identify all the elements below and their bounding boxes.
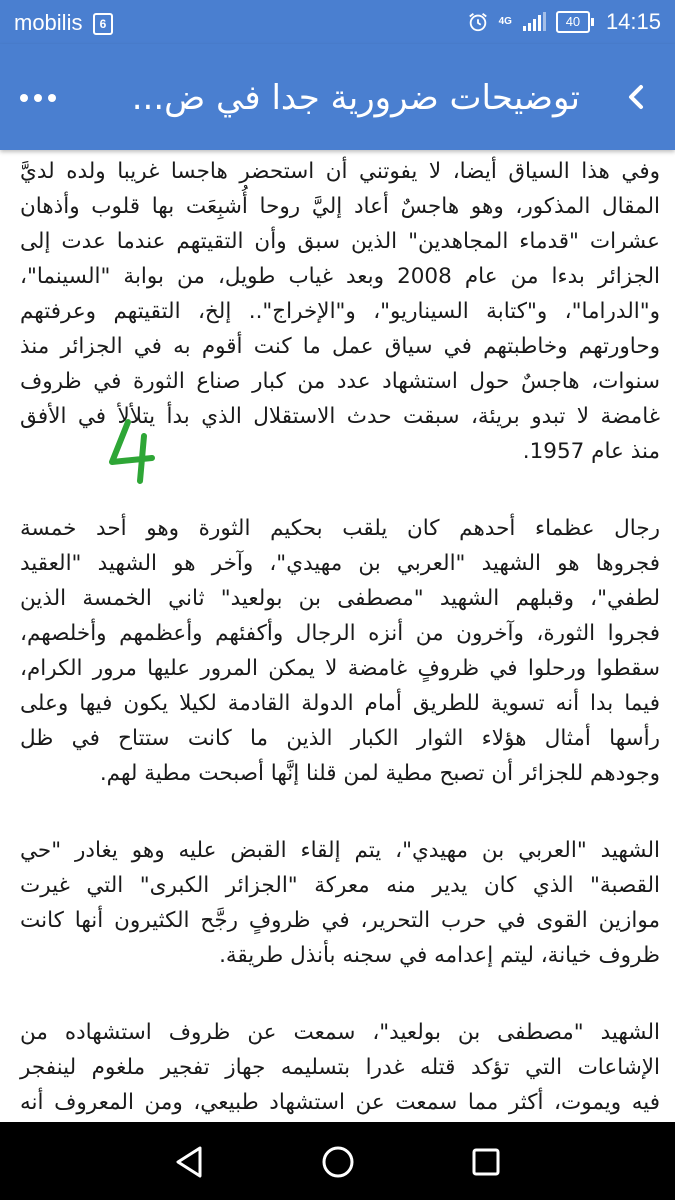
article-line: منذ عام 1957.	[522, 439, 660, 464]
article-body	[20, 150, 660, 1120]
nav-recents-square-icon	[474, 1150, 498, 1174]
status-icons	[467, 9, 661, 35]
carrier-name: mobilis	[14, 10, 83, 35]
chevron-left-icon	[631, 87, 641, 107]
article-line: رجال عظماء أحدهم كان يلقب بحكيم الثورة وهو أحد خمسة	[20, 516, 660, 541]
network-type: 4G	[498, 16, 512, 27]
nav-recents-button[interactable]	[466, 1142, 506, 1182]
more-vert-icon	[20, 94, 28, 102]
back-button[interactable]	[603, 72, 663, 122]
nav-back-triangle-icon	[178, 1148, 200, 1176]
handwritten-number-annotation	[106, 418, 158, 484]
article-line: سنوات، هاجسٌ حول استشهاد عدد من كبار صناع الثورة في ظروف	[20, 369, 660, 394]
status-bar	[0, 0, 675, 44]
article-line: فيما بدا أنه تسوية للطريق أمام الدولة القادمة لكيلا يكون فيها وعلى	[20, 691, 660, 716]
nav-back-button[interactable]	[170, 1142, 210, 1182]
alarm-clock-icon	[467, 11, 489, 33]
article-line: وفي هذا السياق أيضا، لا يفوتني أن استحضر هاجسا غريبا ولده لديَّ	[20, 159, 660, 184]
sim-badge: 6	[93, 13, 113, 35]
article-line: سقطوا ورحلوا في ظروفٍ غامضة لا يمكن المرور عليها مرور الكرام،	[20, 656, 660, 681]
article-line: القصبة" الذي كان يدير منه معركة "الجزائر الكبرى" التي غيرت	[20, 873, 660, 898]
article-line: عشرات "قدماء المجاهدين" الذين سبق وأن التقيتهم عندما عدت إلى	[20, 229, 660, 254]
article-line: وجودهم للجزائر أن تصبح مطية لمن قلنا إنَّها أصبحت مطية لهم.	[99, 761, 660, 786]
article-line: وحاورتهم وخاطبتهم في سياق عمل ما كنت أقوم به في الجزائر منذ	[20, 334, 660, 359]
article-line: الشهيد "مصطفى بن بولعيد"، سمعت عن ظروف استشهاده من	[20, 1020, 660, 1045]
article-line: الشهيد "العربي بن مهيدي"، يتم إلقاء القبض عليه وهو يغادر "حي	[20, 838, 660, 863]
article-line: الإشاعات التي تؤكد قتله غدرا بتسليمه جهاز تفجير ملغوم لينفجر	[20, 1055, 660, 1080]
article-line: فجروا الثورة، وآخرون من أنزه الرجال وأكفئهم وأعظمهم وأخلصهم،	[20, 621, 660, 646]
article-line: غامضة لا تبدو بريئة، سبقت حدث الاستقلال الذي بدأ يتلألأ في الأفق	[20, 404, 660, 429]
nav-home-button[interactable]	[318, 1142, 358, 1182]
signal-strength-icon	[522, 12, 546, 32]
article-line: المقال المذكور، وهو هاجسٌ أعاد إليَّ روحا أُشبِعَت بها قلوب وأذهان	[20, 194, 660, 219]
page-title: توضيحات ضرورية جدا في ض...	[131, 78, 580, 118]
clock: 14:15	[605, 9, 661, 34]
article-paragraph	[20, 829, 660, 973]
battery-indicator: 40	[556, 11, 590, 33]
navigation-bar	[0, 1122, 675, 1200]
article-line: فيه ويموت، أكثر مما سمعت عن استشهاد طبيعي، ومن المعروف أنه	[20, 1090, 660, 1115]
article-line: فجروها هو الشهيد "العربي بن مهيدي"، وآخر هو الشهيد "العقيد	[20, 551, 660, 576]
app-bar	[0, 44, 675, 150]
article-paragraph	[20, 507, 660, 791]
nav-home-circle-icon	[324, 1148, 352, 1176]
article-line: لطفي"، وقبلهم الشهيد "مصطفى بن بولعيد" ثاني الخمسة الذين	[20, 586, 660, 611]
more-options-button[interactable]	[20, 72, 80, 122]
article-line: و"الدراما"، و"كتابة السيناريو"، و"الإخراج".. إلخ، التقيتهم وعرفتهم	[20, 299, 660, 324]
article-line: الجزائر بدءا من عام 2008 وبعد غياب طويل، من بوابة "السينما"،	[20, 264, 660, 289]
article-line: ظروف خيانة، ليتم إعدامه في سجنه بأنذل طريقة.	[219, 943, 660, 968]
article-line: موازين القوى في حرب التحرير، في ظروفٍ رجَّح الكثيرون أنها كانت	[20, 908, 660, 933]
article-line: رأسها أمثال هؤلاء الثوار الكبار الذين ما كانت ستتاح في ظل	[20, 726, 660, 751]
